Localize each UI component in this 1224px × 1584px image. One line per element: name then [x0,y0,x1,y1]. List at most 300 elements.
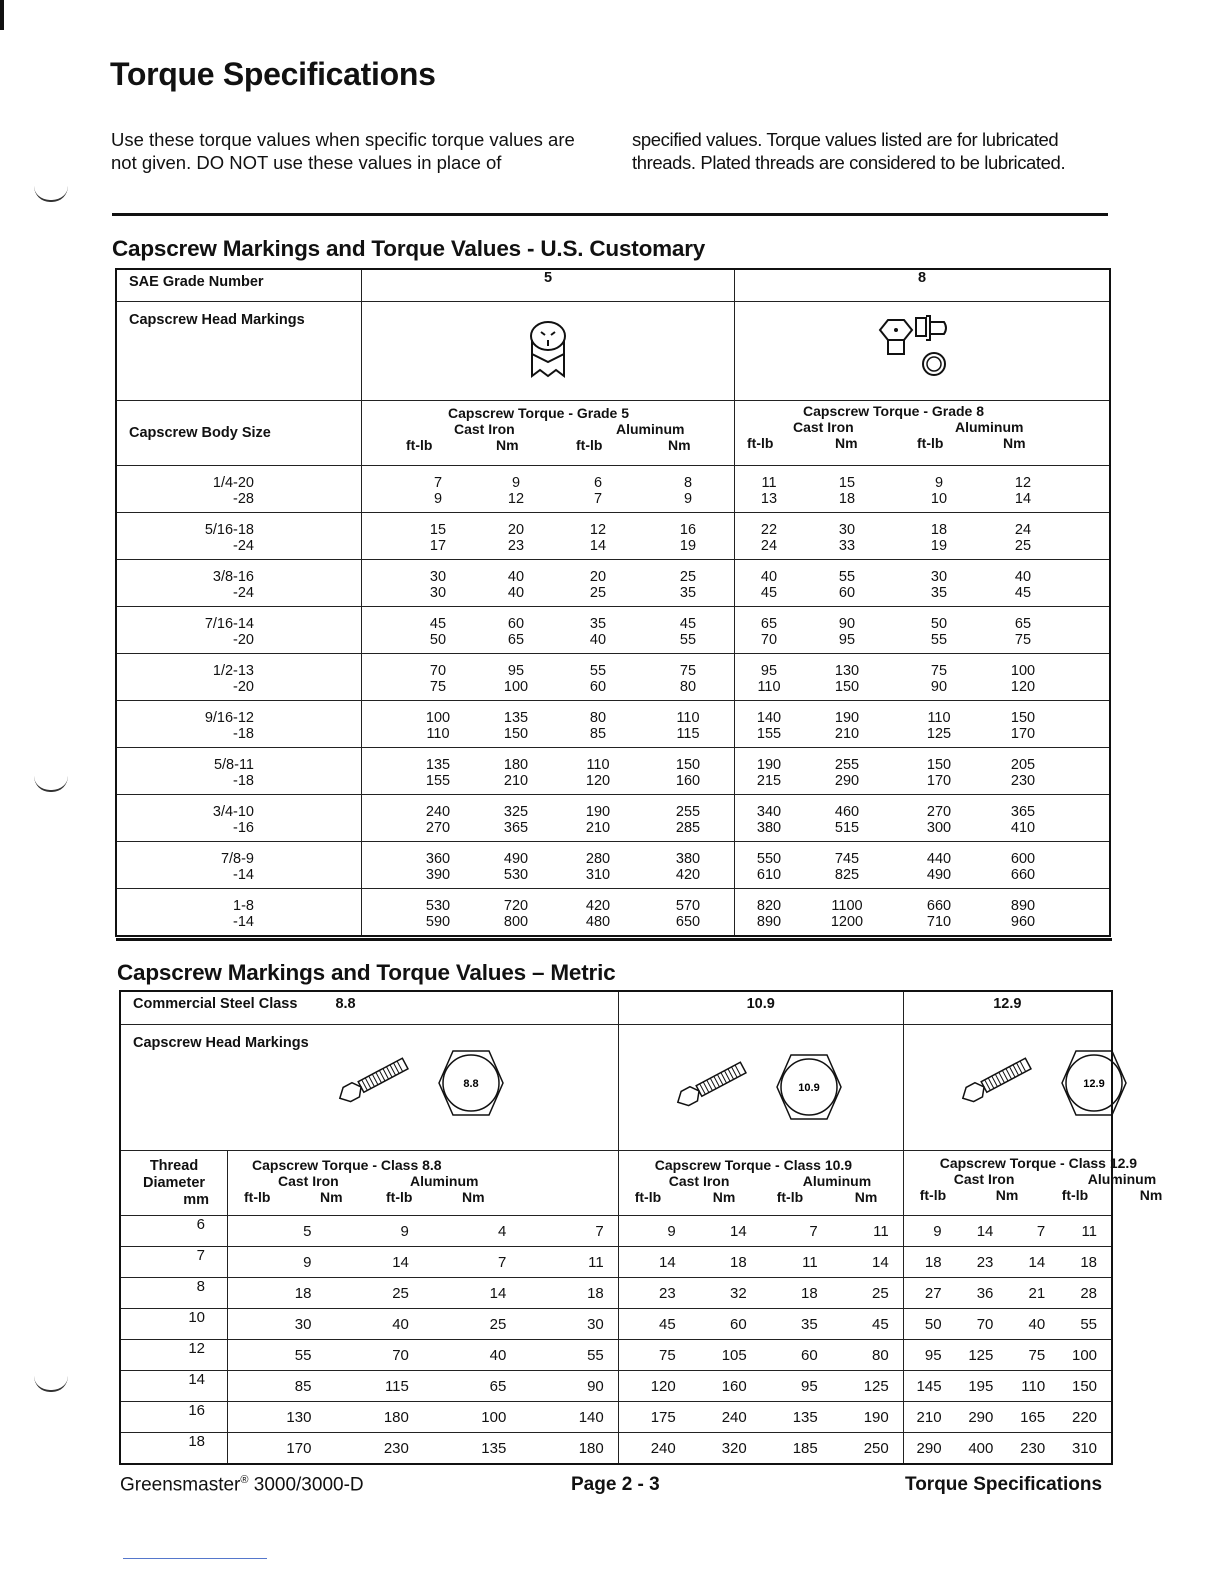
torque-value: 290 [968,1408,994,1426]
c129-values [903,1340,1112,1371]
torque-value: 32 [730,1284,747,1302]
torque-value: 14 [1028,1253,1046,1271]
nm-label: Nm [496,437,519,453]
torque-value: 9 [511,475,521,491]
metric-section-title: Capscrew Markings and Torque Values – Metric [117,960,616,985]
body-size: 9/16-12 [204,710,254,726]
torque-value: 720 [503,898,529,914]
grade-8-values [735,654,1111,701]
ftlb-label: ft-lb [919,1187,947,1203]
torque-value: 480 [585,914,611,930]
torque-value: 40 [507,569,525,585]
torque-value: 460 [834,804,860,820]
c88-values [228,1433,619,1465]
torque-value: 7 [433,475,443,491]
torque-value: 380 [756,820,782,836]
table-row [116,842,1110,889]
torque-value: 100 [481,1408,507,1426]
torque-value: 11 [1081,1222,1098,1240]
table-row [116,466,1110,513]
grade-8-bolt-icon [872,312,972,382]
torque-value: 85 [294,1377,312,1395]
torque-value: 135 [481,1439,507,1457]
torque-value: 365 [1010,804,1036,820]
grade-5-values [362,607,735,654]
grade-8-head-marking [735,302,1111,401]
c109-values [618,1216,903,1247]
us-torque-table [115,268,1111,937]
table-row [116,607,1110,654]
torque-value: 70 [976,1315,994,1333]
grade-5-values [362,560,735,607]
torque-value: 33 [838,538,856,554]
torque-value: 19 [930,538,948,554]
torque-value: 11 [873,1222,889,1240]
torque-value: 75 [679,663,697,679]
c109-values [618,1433,903,1465]
grade-8-values [735,795,1111,842]
torque-value: 30 [429,585,447,601]
torque-value: 360 [425,851,451,867]
class-88-header: 8.8 [335,996,356,1012]
product-model: 3000/3000-D [248,1474,364,1496]
metric-torque-table [119,990,1163,1465]
torque-value: 95 [760,663,778,679]
torque-value: 120 [1010,679,1036,695]
torque-value: 180 [383,1408,409,1426]
torque-value: 11 [761,475,777,491]
torque-value: 890 [1010,898,1036,914]
table-row [120,1247,1112,1278]
table-row [120,1340,1112,1371]
body-size-alt: -20 [233,632,254,648]
torque-value: 710 [926,914,952,930]
torque-value: 4 [497,1222,507,1240]
torque-value: 65 [489,1377,507,1395]
torque-value: 25 [489,1315,507,1333]
torque-value: 150 [675,757,701,773]
torque-value: 95 [507,663,525,679]
c109-values [618,1402,903,1433]
torque-value: 155 [756,726,782,742]
torque-value: 40 [507,585,525,601]
torque-value: 240 [650,1439,676,1457]
torque-value: 14 [1014,491,1032,507]
torque-value: 150 [1072,1377,1098,1395]
torque-value: 195 [968,1377,994,1395]
torque-value: 55 [589,663,607,679]
class-129-column-header [903,1151,1163,1216]
body-size: 7/8-9 [220,851,254,867]
torque-value: 285 [675,820,701,836]
torque-value: 27 [924,1284,942,1302]
c129-values [903,1433,1112,1465]
torque-value: 40 [1014,569,1032,585]
torque-value: 45 [1014,585,1032,601]
torque-value: 130 [286,1408,312,1426]
c88-values [228,1371,619,1402]
thread-label: Thread [149,1157,199,1174]
body-size-cell [116,513,362,560]
head-markings-label: Capscrew Head Markings [133,1035,309,1051]
torque-value: 23 [976,1253,994,1271]
table-row [116,513,1110,560]
torque-value: 55 [679,632,697,648]
torque-value: 390 [425,867,451,883]
class-88-column-header [228,1151,619,1216]
table-row [120,1371,1112,1402]
intro-text-left: Use these torque values when specific torque values are not given. DO NOT use these values in place of [111,129,575,173]
torque-value: 75 [429,679,447,695]
c129-values [903,1247,1112,1278]
torque-value: 100 [1072,1346,1098,1364]
torque-value: 30 [294,1315,312,1333]
torque-value: 190 [863,1408,889,1426]
torque-value: 9 [667,1222,676,1240]
torque-value: 150 [834,679,860,695]
torque-value: 55 [587,1346,604,1364]
torque-value: 80 [679,679,697,695]
torque-value: 20 [507,522,525,538]
ftlb-label: ft-lb [776,1189,804,1205]
body-size: 3/4-10 [212,804,254,820]
ftlb-label: ft-lb [386,1189,413,1205]
torque-value: 825 [834,867,860,883]
class-129-torque-title: Capscrew Torque - Class 12.9 [939,1155,1138,1171]
torque-value: 205 [1010,757,1036,773]
torque-value: 70 [392,1346,409,1364]
torque-value: 530 [503,867,529,883]
torque-value: 600 [1010,851,1036,867]
torque-value: 160 [675,773,701,789]
torque-value: 7 [595,1222,604,1240]
torque-value: 170 [286,1439,312,1457]
torque-value: 180 [503,757,529,773]
body-size-cell [116,560,362,607]
torque-value: 110 [1021,1377,1046,1395]
torque-value: 100 [425,710,451,726]
torque-value: 340 [756,804,782,820]
torque-value: 120 [650,1377,676,1395]
torque-value: 65 [507,632,525,648]
body-size: 7/16-14 [204,616,254,632]
torque-value: 660 [1010,867,1036,883]
section-divider [112,213,1108,216]
torque-value: 255 [675,804,701,820]
torque-value: 18 [924,1253,942,1271]
torque-value: 25 [1014,538,1032,554]
torque-value: 110 [757,679,781,695]
torque-value: 290 [834,773,860,789]
torque-value: 14 [489,1284,507,1302]
torque-value: 60 [801,1346,818,1364]
class-88-bolt-icon [331,1043,511,1123]
grade-5-values [362,889,735,937]
torque-value: 150 [926,757,952,773]
torque-value: 12 [1014,475,1032,491]
torque-value: 130 [834,663,860,679]
grade-5-values [362,748,735,795]
torque-value: 28 [1080,1284,1098,1302]
torque-value: 80 [589,710,607,726]
punch-hole-mark [34,776,68,792]
punch-hole-mark [34,186,68,202]
torque-value: 40 [760,569,778,585]
torque-value: 35 [801,1315,818,1333]
grade-5-header: 5 [362,269,735,302]
torque-value: 18 [730,1253,747,1271]
torque-value: 230 [1010,773,1036,789]
grade-8-values [735,748,1111,795]
intro-text-right: specified values. Torque values listed are for lubricated threads. Plated threads are considered to be lubricated. [632,129,1066,173]
torque-value: 175 [650,1408,676,1426]
nm-label: Nm [854,1189,878,1205]
torque-value: 410 [1010,820,1036,836]
torque-value: 18 [930,522,948,538]
torque-value: 190 [756,757,782,773]
thread-diameter-header [120,1151,228,1216]
table-row [120,1309,1112,1340]
ftlb-label: ft-lb [406,437,433,453]
torque-value: 50 [429,632,447,648]
grade-5-values [362,466,735,513]
body-size-cell [116,607,362,654]
c109-values [618,1247,903,1278]
grade-5-values [362,701,735,748]
torque-value: 55 [838,569,856,585]
body-size-alt: -18 [233,773,254,789]
cast-iron-label: Cast Iron [454,421,515,437]
grade-8-values [735,560,1111,607]
torque-value: 250 [863,1439,889,1457]
torque-value: 50 [930,616,948,632]
torque-value: 100 [503,679,529,695]
body-size-cell [116,654,362,701]
torque-value: 150 [503,726,529,742]
torque-value: 7 [497,1253,507,1271]
grade-8-values [735,513,1111,560]
grade-8-torque-title: Capscrew Torque - Grade 8 [803,403,985,419]
torque-value: 280 [585,851,611,867]
torque-value: 185 [792,1439,818,1457]
torque-value: 11 [588,1253,604,1271]
torque-value: 230 [1020,1439,1046,1457]
torque-value: 325 [503,804,529,820]
body-size-cell [116,842,362,889]
torque-value: 125 [926,726,952,742]
torque-value: 12 [589,522,607,538]
ftlb-label: ft-lb [747,435,774,451]
torque-value: 18 [838,491,856,507]
torque-value: 95 [838,632,856,648]
us-section-title: Capscrew Markings and Torque Values - U.S. Customary [112,236,706,261]
torque-value: 11 [802,1253,818,1271]
torque-value: 220 [1072,1408,1098,1426]
torque-value: 23 [507,538,525,554]
grade-8-values [735,889,1111,937]
body-size-alt: -20 [233,679,254,695]
torque-value: 120 [585,773,611,789]
torque-value: 10 [930,491,948,507]
svg-text:12.9: 12.9 [1083,1078,1105,1090]
registered-mark: ® [240,1474,249,1486]
torque-value: 95 [801,1377,818,1395]
torque-value: 210 [916,1408,942,1426]
nm-label: Nm [668,437,691,453]
body-size-cell [116,748,362,795]
torque-value: 105 [721,1346,747,1364]
grade-8-values [735,466,1111,513]
torque-value: 215 [756,773,782,789]
torque-value: 90 [587,1377,604,1395]
body-size-alt: -14 [233,914,254,930]
grade-5-values [362,795,735,842]
thread-diameter: 8 [196,1278,205,1295]
bottom-line [123,1558,267,1559]
torque-value: 9 [933,1222,942,1240]
grade-5-head-marking [362,302,735,401]
torque-value: 36 [976,1284,994,1302]
torque-value: 6 [593,475,603,491]
torque-value: 85 [589,726,607,742]
body-size-label: Capscrew Body Size [129,425,271,441]
torque-value: 115 [676,726,700,742]
torque-value: 660 [926,898,952,914]
table-row [116,748,1110,795]
torque-value: 60 [507,616,525,632]
c88-values [228,1309,619,1340]
cast-iron-label: Cast Iron [793,419,854,435]
ftlb-label: ft-lb [244,1189,271,1205]
torque-value: 290 [916,1439,942,1457]
torque-value: 320 [721,1439,747,1457]
thread-diameter: 7 [196,1247,205,1264]
product-name: Greensmaster [120,1474,241,1496]
torque-value: 13 [760,491,778,507]
grade-8-column-header [735,401,1111,466]
torque-value: 890 [756,914,782,930]
torque-value: 135 [792,1408,818,1426]
torque-value: 30 [587,1315,604,1333]
torque-value: 75 [930,663,948,679]
torque-value: 7 [1036,1222,1046,1240]
head-markings-label: Capscrew Head Markings [129,312,305,328]
torque-value: 745 [834,851,860,867]
mm-label: mm [183,1191,209,1208]
torque-value: 60 [589,679,607,695]
torque-value: 310 [585,867,611,883]
body-size: 5/8-11 [213,757,254,773]
grade-5-values [362,513,735,560]
torque-value: 45 [429,616,447,632]
torque-value: 180 [578,1439,604,1457]
torque-value: 24 [760,538,778,554]
torque-value: 14 [976,1222,994,1240]
grade-8-values [735,701,1111,748]
torque-value: 190 [834,710,860,726]
body-size-cell [116,795,362,842]
thread-diameter: 6 [196,1216,205,1233]
torque-value: 165 [1020,1408,1046,1426]
torque-value: 310 [1072,1439,1098,1457]
grade-8-header: 8 [735,269,1111,302]
torque-value: 24 [1014,522,1032,538]
torque-value: 9 [303,1253,312,1271]
body-size-cell [116,701,362,748]
torque-value: 530 [425,898,451,914]
torque-value: 15 [838,475,856,491]
torque-value: 1200 [830,914,864,930]
torque-value: 420 [585,898,611,914]
punch-hole-mark [34,1376,68,1392]
table-row [116,701,1110,748]
footer-product [120,1474,364,1496]
torque-value: 50 [924,1315,942,1333]
torque-value: 95 [924,1346,942,1364]
body-size: 1/2-13 [212,663,254,679]
torque-value: 590 [425,914,451,930]
torque-value: 90 [930,679,948,695]
torque-value: 18 [587,1284,604,1302]
torque-value: 210 [834,726,860,742]
torque-value: 20 [589,569,607,585]
torque-value: 300 [926,820,952,836]
c129-values [903,1278,1112,1309]
torque-value: 170 [926,773,952,789]
torque-value: 240 [425,804,451,820]
torque-value: 45 [679,616,697,632]
torque-value: 80 [872,1346,889,1364]
c88-values [228,1247,619,1278]
torque-value: 255 [834,757,860,773]
torque-value: 170 [1010,726,1036,742]
torque-value: 35 [930,585,948,601]
torque-value: 125 [863,1377,889,1395]
torque-value: 135 [503,710,529,726]
torque-value: 210 [585,820,611,836]
torque-value: 150 [1010,710,1036,726]
torque-value: 75 [1014,632,1032,648]
c129-values [903,1371,1112,1402]
torque-value: 115 [384,1377,409,1395]
table-row [120,1433,1112,1465]
torque-value: 110 [676,710,700,726]
torque-value: 110 [426,726,450,742]
body-size-alt: -16 [233,820,254,836]
torque-value: 650 [675,914,701,930]
table-row [116,654,1110,701]
torque-value: 210 [503,773,529,789]
torque-value: 65 [760,616,778,632]
torque-value: 240 [721,1408,747,1426]
torque-value: 8 [683,475,693,491]
nm-label: Nm [462,1189,485,1205]
svg-text:10.9: 10.9 [798,1082,820,1094]
c109-values [618,1371,903,1402]
c88-values [228,1340,619,1371]
torque-value: 15 [429,522,447,538]
c129-values [903,1216,1112,1247]
aluminum-label: Aluminum [616,421,685,437]
svg-text:8.8: 8.8 [463,1078,479,1090]
torque-value: 30 [838,522,856,538]
cast-iron-label: Cast Iron [668,1173,730,1189]
ftlb-label: ft-lb [917,435,944,451]
thread-diameter: 14 [188,1371,205,1388]
torque-value: 21 [1028,1284,1046,1302]
nm-label: Nm [1139,1187,1163,1203]
torque-value: 400 [968,1439,994,1457]
